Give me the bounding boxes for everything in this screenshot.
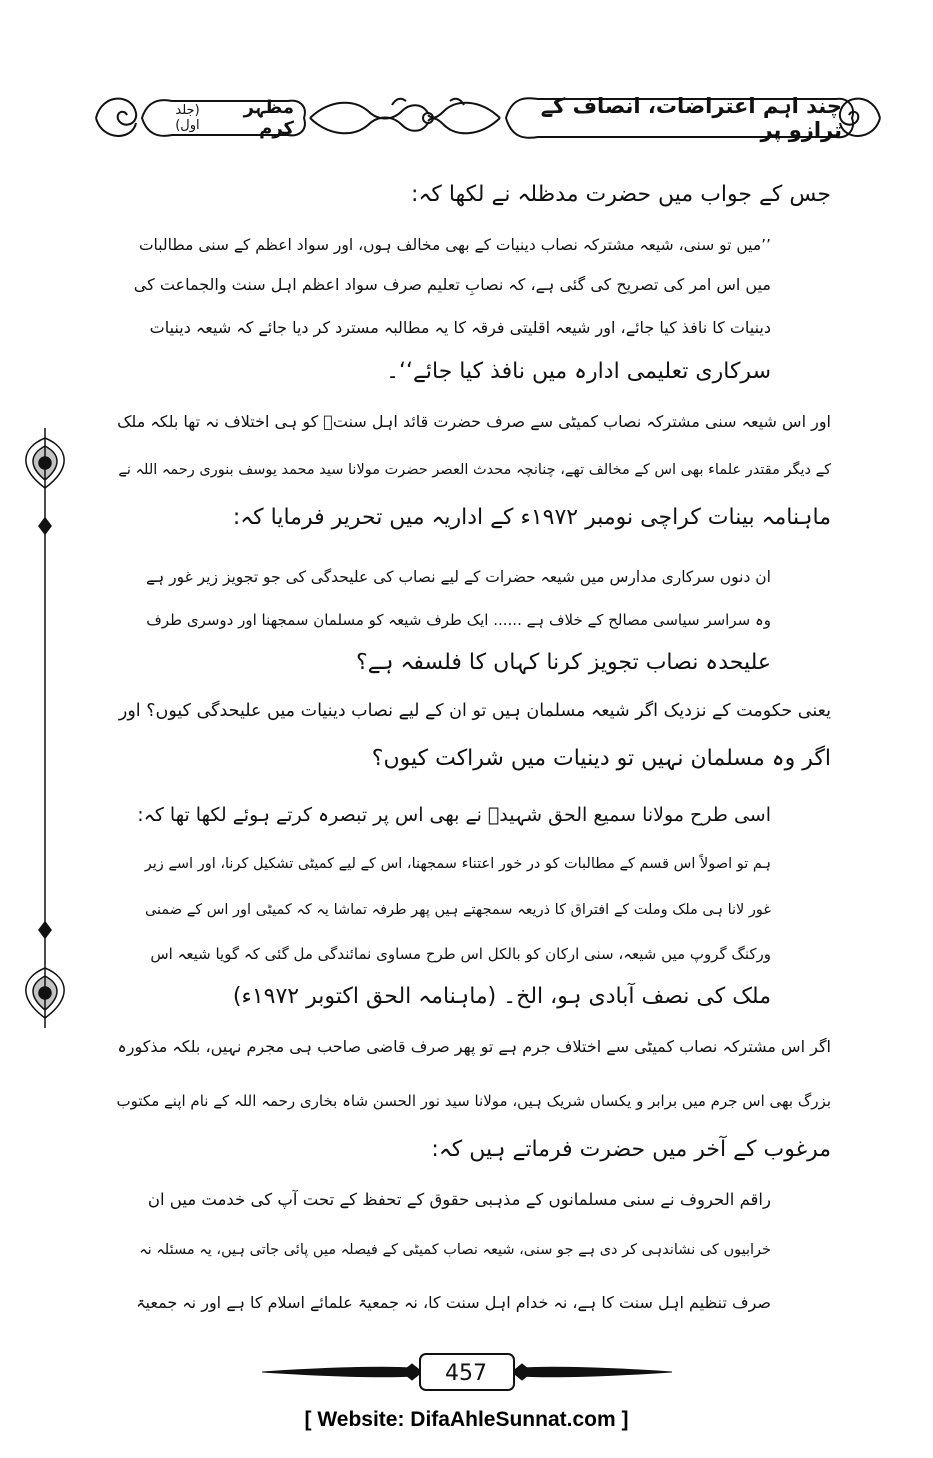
quote-line-2: ’’میں تو سنی، شیعہ مشترکہ نصاب دینیات کے بھی مخالف ہوں، اور سواد اعظم کے سنی مطالبات bbox=[138, 236, 771, 254]
header-book-title bbox=[144, 97, 294, 139]
text-line-13: اگر وہ مسلمان نہیں تو دینیات میں شراکت کیوں؟ bbox=[371, 746, 831, 771]
website-credit: [ Website: DifaAhleSunnat.com ] bbox=[304, 1408, 629, 1431]
text-line-7: کے دیگر مقتدر علماء بھی اس کے مخالف تھے، چنانچہ محدث العصر حضرت مولانا سید محمد یوسف بنوری رحمہ اللہ نے bbox=[118, 462, 831, 478]
header-chapter-title: چند اہم اعتراضات، انصاف کے ترازو پر bbox=[540, 94, 842, 142]
quote-line-14: اسی طرح مولانا سمیع الحق شہیدؒ نے بھی اس پر تبصرہ کرتے ہوئے لکھا تھا کہ: bbox=[137, 804, 771, 826]
quote-line-5: سرکاری تعلیمی ادارہ میں نافذ کیا جائے‘‘۔ bbox=[386, 359, 771, 384]
quote-line-18: ملک کی نصف آبادی ہو، الخ۔ (ماہنامہ الحق اکتوبر ۱۹۷۲ء) bbox=[232, 984, 771, 1009]
text-line-6: اور اس شیعہ سنی مشترکہ نصاب کمیٹی سے صرف حضرت قائد اہل سنتؒ کو ہی اختلاف نہ تھا بلکہ ملک bbox=[117, 412, 831, 431]
text-line-12: یعنی حکومت کے نزدیک اگر شیعہ مسلمان ہیں تو ان کے لیے نصاب دینیات میں علیحدگی کیوں؟ اور bbox=[118, 701, 831, 721]
quote-line-22: راقم الحروف نے سنی مسلمانوں کے مذہبی حقوق کے تحفظ کے تحت آپ کی خدمت میں ان bbox=[147, 1190, 771, 1209]
quote-line-11: علیحدہ نصاب تجویز کرنا کہاں کا فلسفہ ہے؟ bbox=[356, 650, 771, 675]
quote-line-17: ورکنگ گروپ میں شیعہ، سنی ارکان کو بالکل اس طرح مساوی نمائندگی مل گئی کہ گویا شیعہ اس bbox=[150, 945, 771, 963]
quote-line-3: میں اس امر کی تصریح کی گئی ہے، کہ نصابِ تعلیم صرف سواد اعظم اہل سنت والجماعت کی bbox=[133, 275, 771, 294]
volume-label: (جلد اول) bbox=[175, 103, 200, 133]
quote-line-16: غور لانا ہی ملک وملت کے افتراق کا ذریعہ سمجھتے ہیں پھر طرفہ تماشا یہ کہ کمیٹی اور اس کے ضمنی bbox=[144, 902, 771, 918]
text-line-21: مرغوب کے آخر میں حضرت فرماتے ہیں کہ: bbox=[431, 1137, 831, 1162]
text-line-20: بزرگ بھی اس جرم میں برابر و یکساں شریک ہیں، مولانا سید نور الحسن شاہ بخاری رحمہ اللہ کے نام اپنے مکتوب bbox=[116, 1092, 831, 1110]
side-floral-ornament bbox=[14, 428, 76, 1028]
text-line-8: ماہنامہ بینات کراچی نومبر ۱۹۷۲ء کے اداریہ میں تحریر فرمایا کہ: bbox=[232, 505, 831, 530]
page-number: 457 bbox=[445, 1360, 487, 1386]
running-header bbox=[92, 85, 884, 151]
text-line-19: اگر اس مشترکہ نصاب کمیٹی سے اختلاف جرم ہے تو پھر صرف قاضی صاحب ہی مجرم نہیں، بلکہ مذکورہ bbox=[117, 1037, 831, 1056]
quote-line-9: ان دنوں سرکاری مدارس میں شیعہ حضرات کے لیے نصاب کی علیحدگی کی جو تجویز زیر غور ہے bbox=[146, 568, 771, 586]
quote-line-15: ہم تو اصولاً اس قسم کے مطالبات کو در خور اعتناء سمجھنا، اس کے لیے کمیٹی تشکیل کرنا، اور اسے زیر bbox=[144, 856, 771, 872]
book-title: مظہر کرم bbox=[243, 97, 294, 139]
quote-line-24: صرف تنظیم اہل سنت کا ہے، نہ خدام اہل سنت کا، نہ جمعیۃ علمائے اسلام کا ہے اور نہ جمعیۃ bbox=[136, 1293, 771, 1312]
quote-line-10: وہ سراسر سیاسی مصالح کے خلاف ہے ...... ایک طرف شیعہ کو مسلمان سمجھنا اور دوسری طرف bbox=[146, 611, 771, 629]
quote-line-4: دینیات کا نافذ کیا جائے، اور شیعہ اقلیتی فرقہ کا یہ مطالبہ مسترد کر دیا جائے کہ شیعہ دینیات bbox=[149, 318, 771, 337]
quote-line-23: خرابیوں کی نشاندہی کر دی ہے جو سنی، شیعہ نصاب کمیٹی کے فیصلہ میں پائی جاتی ہیں، یہ مسئلہ نہ bbox=[139, 1242, 771, 1258]
text-line-1: جس کے جواب میں حضرت مدظلہ نے لکھا کہ: bbox=[411, 182, 831, 207]
